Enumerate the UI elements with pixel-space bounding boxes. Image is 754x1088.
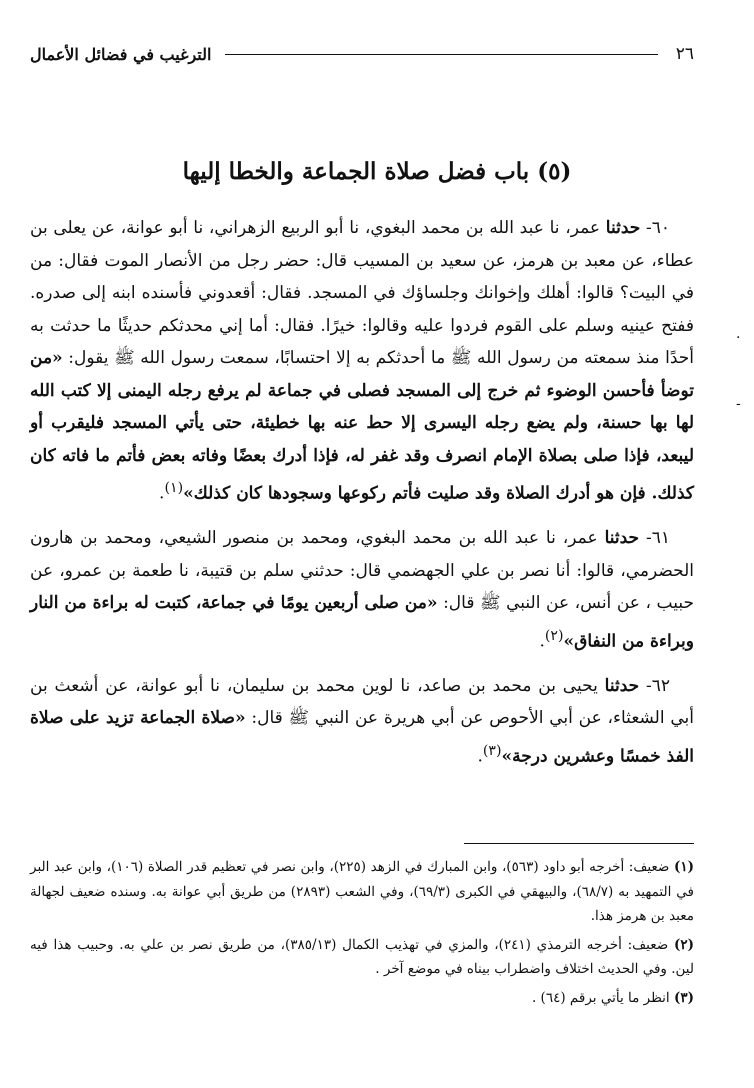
footnote-text: انظر ما يأتي برقم (٦٤) .	[531, 989, 674, 1006]
footnote-separator	[464, 843, 694, 844]
main-text	[30, 212, 694, 785]
hadith-number: ٦٢-	[646, 675, 671, 696]
hadith-chain: يحيى بن محمد بن صاعد، نا لوين محمد بن سليمان، نا أبو عوانة، عن أشعث بن أبي الشعثاء، عن أبي الأحوص عن أبي هريرة عن النبي ﷺ قال:	[30, 675, 694, 729]
hadith-chain: عمر، نا عبد الله بن محمد البغوي، نا أبو الربيع الزهراني، نا أبو عوانة، عن يعلى بن عطاء، عن معبد بن هرمز، عن سعيد بن المسيب قال: حضر رجل من الأنصار الموت فقال: من في البيت؟ قالوا: أهلك وإخوانك وجلساؤك في المسجد. فقال: أقعدوني فأسنده ابنه إلى صدره. ففتح عينيه وسلم على القوم فردوا عليه وقالوا: خيرًا. فقال: أما إني محدثكم حديثًا ما حدثت به أحدًا منذ سمعته من رسول الله ﷺ ما أحدثكم به إلا احتسابًا، سمعت رسول الله ﷺ يقول:	[30, 218, 695, 368]
hadith-62	[30, 670, 694, 773]
footnote-text: ضعيف: أخرجه الترمذي (٢٤١)، والمزي في تهذيب الكمال (٣٨٥/١٣)، من طريق نصر بن علي به. وحبيب هذا فيه لين. وفي الحديث اختلاف واضطراب بيناه في موضع آخر .	[30, 936, 694, 977]
header-rule	[225, 54, 657, 55]
hadith-text: «من توضأ فأحسن الوضوء ثم خرج إلى المسجد فصلى في جماعة لم يرفع رجله اليمنى إلا كتب الله لها بها حسنة، ولم يضع رجله اليسرى إلا حط عنه بها خطيئة، حتى يأتي المسجد فليقرب أو ليبعد، فإذا صلى بصلاة الإمام انصرف وقد غفر له، فإذا أدرك بعضًا وفاته بعض فأتم ما فاته كان كذلك. فإن هو أدرك الصلاة وقد صليت فأتم ركوعها وسجودها كان كذلك»	[30, 348, 694, 504]
chapter-title: (٥) باب فضل صلاة الجماعة والخطا إليها	[182, 158, 572, 185]
margin-tick-mark: -	[736, 396, 741, 412]
hadith-number: ٦١-	[646, 528, 671, 549]
footnote-2	[30, 933, 694, 982]
hadith-text: «من صلى أربعين يومًا في جماعة، كتبت له براءة من النار وبراءة من النفاق»	[30, 593, 694, 652]
footnote-ref[interactable]: (٢)	[544, 627, 564, 644]
running-head	[30, 40, 694, 68]
footnote-3	[30, 986, 694, 1011]
footnote-ref[interactable]: (٣)	[482, 742, 502, 759]
book-title: الترغيب في فضائل الأعمال	[30, 44, 212, 64]
page-number: ٢٦	[675, 44, 694, 64]
hadith-61	[30, 522, 694, 658]
hadith-opener: حدثنا	[605, 218, 641, 238]
hadith-text: «صلاة الجماعة تزيد على صلاة الفذ خمسًا وعشرين درجة»	[30, 708, 694, 767]
hadith-end: .	[539, 631, 545, 652]
footnote-label: (١)	[673, 859, 694, 875]
footnote-text: ضعيف: أخرجه أبو داود (٥٦٣)، وابن المبارك في الزهد (٢٢٥)، وابن نصر في تعظيم قدر الصلاة (١٠٦)، وابن عبد البر في التمهيد به (٦٨/٧)، والبيهقي في الكبرى (٦٩/٣)، وفي الشعب (٢٨٩٣) من طريق أبي عوانة به. وسنده ضعيف لجهالة معبد بن هرمز هذا.	[30, 859, 695, 924]
hadith-opener: حدثنا	[604, 528, 640, 549]
margin-tick-mark: ·	[736, 330, 741, 346]
hadith-end: .	[477, 746, 483, 767]
hadith-number: ٦٠-	[645, 218, 670, 238]
hadith-end: .	[159, 483, 165, 504]
footnote-label: (٣)	[673, 989, 694, 1006]
footnote-label: (٢)	[673, 936, 695, 953]
footnote-1	[30, 855, 694, 929]
footnote-ref[interactable]: (١)	[164, 480, 184, 496]
footnotes	[30, 855, 694, 1014]
hadith-opener: حدثنا	[604, 675, 640, 696]
hadith-60	[30, 212, 694, 510]
hadith-chain: عمر، نا عبد الله بن محمد البغوي، ومحمد بن منصور الشيعي، ومحمد بن هارون الحضرمي، قالوا: أنا نصر بن علي الجهضمي قال: حدثني سلم بن قتيبة، نا طعمة بن عمرو، عن حبيب ، عن أنس، عن النبي ﷺ قال:	[30, 528, 694, 614]
